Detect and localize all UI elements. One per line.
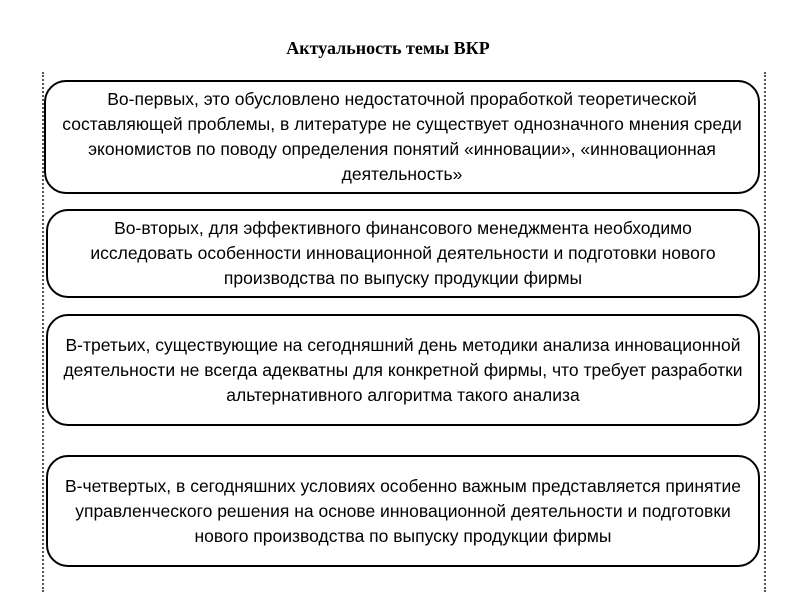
reason-text-fourth: В-четвертых, в сегодняшних условиях особенно важным представляется принятие управленческого решения на основе инновационной деятельности и подготовки нового производства по выпуску продукции фирмы xyxy=(65,475,741,546)
slide-title: Актуальность темы ВКР xyxy=(286,38,490,58)
reason-text-first: Во-первых, это обусловлено недостаточной проработкой теоретической составляющей проблемы, в литературе не существует однозначного мнения среди экономистов по поводу определения понятий «инновации», «инновационная деятельность» xyxy=(62,89,742,184)
reason-box-first xyxy=(44,80,760,194)
reason-box-fourth xyxy=(46,455,760,567)
reason-text-second: Во-вторых, для эффективного финансового менеджмента необходимо исследовать особенности инновационной деятельности и подготовки нового производства по выпуску продукции фирмы xyxy=(90,218,716,288)
reason-text-third: В-третьих, существующие на сегодняшний день методики анализа инновационной деятельности не всегда адекватны для конкретной фирмы, что требует разработки альтернативного алгоритма такого анализа xyxy=(63,334,743,405)
reason-box-second xyxy=(46,209,760,298)
reason-box-third xyxy=(46,314,760,426)
right-dotted-connector xyxy=(764,72,768,592)
